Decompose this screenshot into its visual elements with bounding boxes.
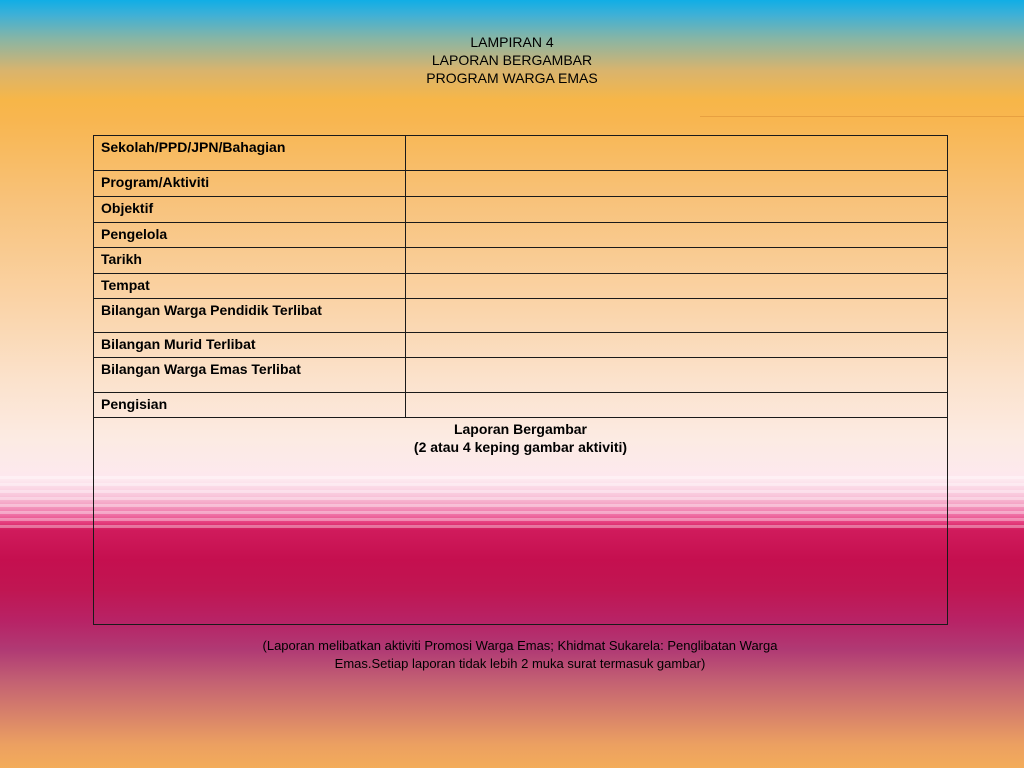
form-label: Bilangan Warga Pendidik Terlibat [94,299,406,333]
form-value-field[interactable] [406,223,948,248]
form-row-objektif [94,197,948,223]
photo-section-subtitle: (2 atau 4 keping gambar aktiviti) [413,439,628,455]
form-row-warga-pendidik [94,299,948,333]
form-label: Pengelola [94,223,406,248]
form-label: Objektif [94,197,406,223]
form-label: Pengisian [94,393,406,418]
header-line-2: LAPORAN BERGAMBAR [431,52,593,68]
form-value-field[interactable] [406,333,948,358]
form-row-pengelola [94,223,948,248]
footnote [200,637,840,673]
document-header [0,33,1024,87]
form-row-tarikh [94,248,948,274]
photo-section-title: Laporan Bergambar [453,421,588,437]
footnote-line-2: Emas.Setiap laporan tidak lebih 2 muka surat termasuk gambar) [334,656,706,671]
form-label: Program/Aktiviti [94,171,406,197]
form-label: Tarikh [94,248,406,274]
form-value-field[interactable] [406,197,948,223]
form-value-field[interactable] [406,248,948,274]
form-label: Tempat [94,274,406,299]
header-line-3: PROGRAM WARGA EMAS [426,70,598,86]
header-line-1: LAMPIRAN 4 [470,34,554,50]
form-value-field[interactable] [406,358,948,393]
photo-section-row [94,418,948,625]
form-value-field[interactable] [406,136,948,171]
form-value-field[interactable] [406,171,948,197]
form-row-murid [94,333,948,358]
form-row-tempat [94,274,948,299]
form-row-warga-emas [94,358,948,393]
form-row-program [94,171,948,197]
form-row-sekolah [94,136,948,171]
form-row-pengisian [94,393,948,418]
photo-area[interactable] [94,418,948,625]
form-label: Bilangan Murid Terlibat [94,333,406,358]
form-label: Bilangan Warga Emas Terlibat [94,358,406,393]
form-value-field[interactable] [406,299,948,333]
decorative-line [700,116,1024,117]
report-form-table [93,135,948,625]
form-value-field[interactable] [406,393,948,418]
form-label: Sekolah/PPD/JPN/Bahagian [94,136,406,171]
footnote-line-1: (Laporan melibatkan aktiviti Promosi Warga Emas; Khidmat Sukarela: Penglibatan Warga [262,638,778,653]
form-value-field[interactable] [406,274,948,299]
